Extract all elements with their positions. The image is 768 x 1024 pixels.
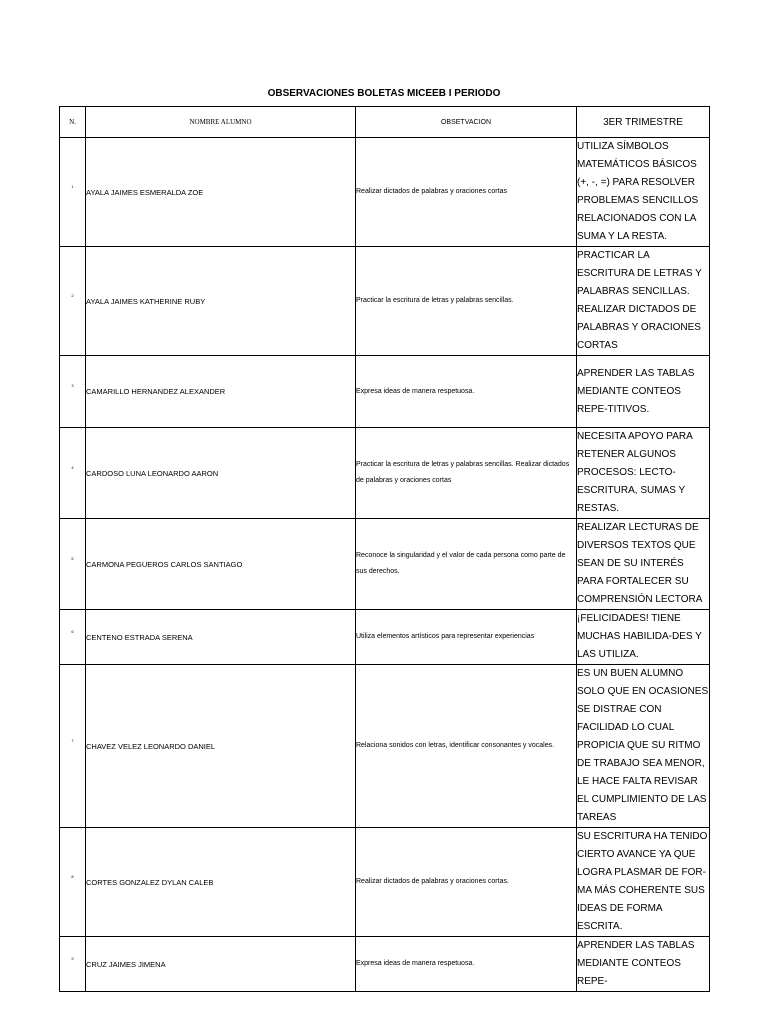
header-third-trimester: 3ER TRIMESTRE [577,107,710,138]
table-row [60,356,710,428]
trimester-comment: ¡FELICIDADES! TIENE MUCHAS HABILIDA-DES Y LAS UTILIZA. [577,610,710,665]
table-row [60,519,710,610]
table-row [60,428,710,519]
trimester-comment: ES UN BUEN ALUMNO SOLO QUE EN OCASIONES SE DISTRAE CON FACILIDAD LO CUAL PROPICIA QUE SU RITMO DE TRABAJO SEA MENOR, LE HACE FALTA REVISAR EL CUMPLIMIENTO DE LAS TAREAS [577,665,710,828]
student-name: AYALA JAIMES KATHERINE RUBY [86,247,356,356]
table-row [60,937,710,992]
table-row [60,665,710,828]
table-row [60,610,710,665]
trimester-comment: SU ESCRITURA HA TENIDO CIERTO AVANCE YA QUE LOGRA PLASMAR DE FOR-MA MÁS COHERENTE SUS IDEAS DE FORMA ESCRITA. [577,828,710,937]
observation-text: Practicar la escritura de letras y palabras sencillas. [356,247,577,356]
header-observation: OBSETVACION [356,107,577,138]
student-name: CENTENO ESTRADA SERENA [86,610,356,665]
table-header-row [60,107,710,138]
student-name: CRUZ JAIMES JIMENA [86,937,356,992]
observation-text: Expresa ideas de manera respetuosa. [356,937,577,992]
trimester-comment: REALIZAR LECTURAS DE DIVERSOS TEXTOS QUE SEAN DE SU INTERÉS PARA FORTALECER SU COMPRENSIÓN LECTORA [577,519,710,610]
student-name: CAMARILLO HERNANDEZ ALEXANDER [86,356,356,428]
observation-text: Utiliza elementos artísticos para representar experiencias [356,610,577,665]
trimester-comment: NECESITA APOYO PARA RETENER ALGUNOS PROCESOS: LECTO-ESCRITURA, SUMAS Y RESTAS. [577,428,710,519]
trimester-comment: APRENDER LAS TABLAS MEDIANTE CONTEOS REPE-TITIVOS. [577,356,710,428]
observation-text: Realizar dictados de palabras y oraciones cortas. [356,828,577,937]
observations-table [59,106,710,992]
header-student-name: NOMBRE ALUMNO [86,107,356,138]
student-name: CHAVEZ VELEZ LEONARDO DANIEL [86,665,356,828]
observation-text: Reconoce la singularidad y el valor de cada persona como parte de sus derechos. [356,519,577,610]
observation-text: Expresa ideas de manera respetuosa. [356,356,577,428]
row-number: 9 [71,955,74,961]
trimester-comment: PRACTICAR LA ESCRITURA DE LETRAS Y PALABRAS SENCILLAS. REALIZAR DICTADOS DE PALABRAS Y ORACIONES CORTAS [577,247,710,356]
header-number: N. [60,107,86,138]
student-name: CARMONA PEGUEROS CARLOS SANTIAGO [86,519,356,610]
table-row [60,247,710,356]
row-number: 3 [71,383,74,388]
row-number: 6 [71,628,74,634]
row-number: 5 [71,555,74,561]
student-name: CARDOSO LUNA LEONARDO AARON [86,428,356,519]
row-number: 1 [71,183,74,189]
trimester-comment: APRENDER LAS TABLAS MEDIANTE CONTEOS REPE- [577,937,710,992]
table-row [60,828,710,937]
trimester-comment: UTILIZA SÍMBOLOS MATEMÁTICOS BÁSICOS (+, -, =) PARA RESOLVER PROBLEMAS SENCILLOS RELACIONADOS CON LA SUMA Y LA RESTA. [577,138,710,247]
row-number: 2 [71,292,74,298]
page-title: OBSERVACIONES BOLETAS MICEEB I PERIODO [267,88,501,99]
observation-text: Relaciona sonidos con letras, identificar consonantes y vocales. [356,665,577,828]
student-name: CORTES GONZALEZ DYLAN CALEB [86,828,356,937]
row-number: 4 [71,464,74,470]
observation-text: Realizar dictados de palabras y oraciones cortas [356,138,577,247]
row-number: 7 [71,737,74,743]
student-name: AYALA JAIMES ESMERALDA ZOE [86,138,356,247]
table-row [60,138,710,247]
observation-text: Practicar la escritura de letras y palabras sencillas. Realizar dictados de palabras y oraciones cortas [356,428,577,519]
row-number: 8 [71,873,74,879]
